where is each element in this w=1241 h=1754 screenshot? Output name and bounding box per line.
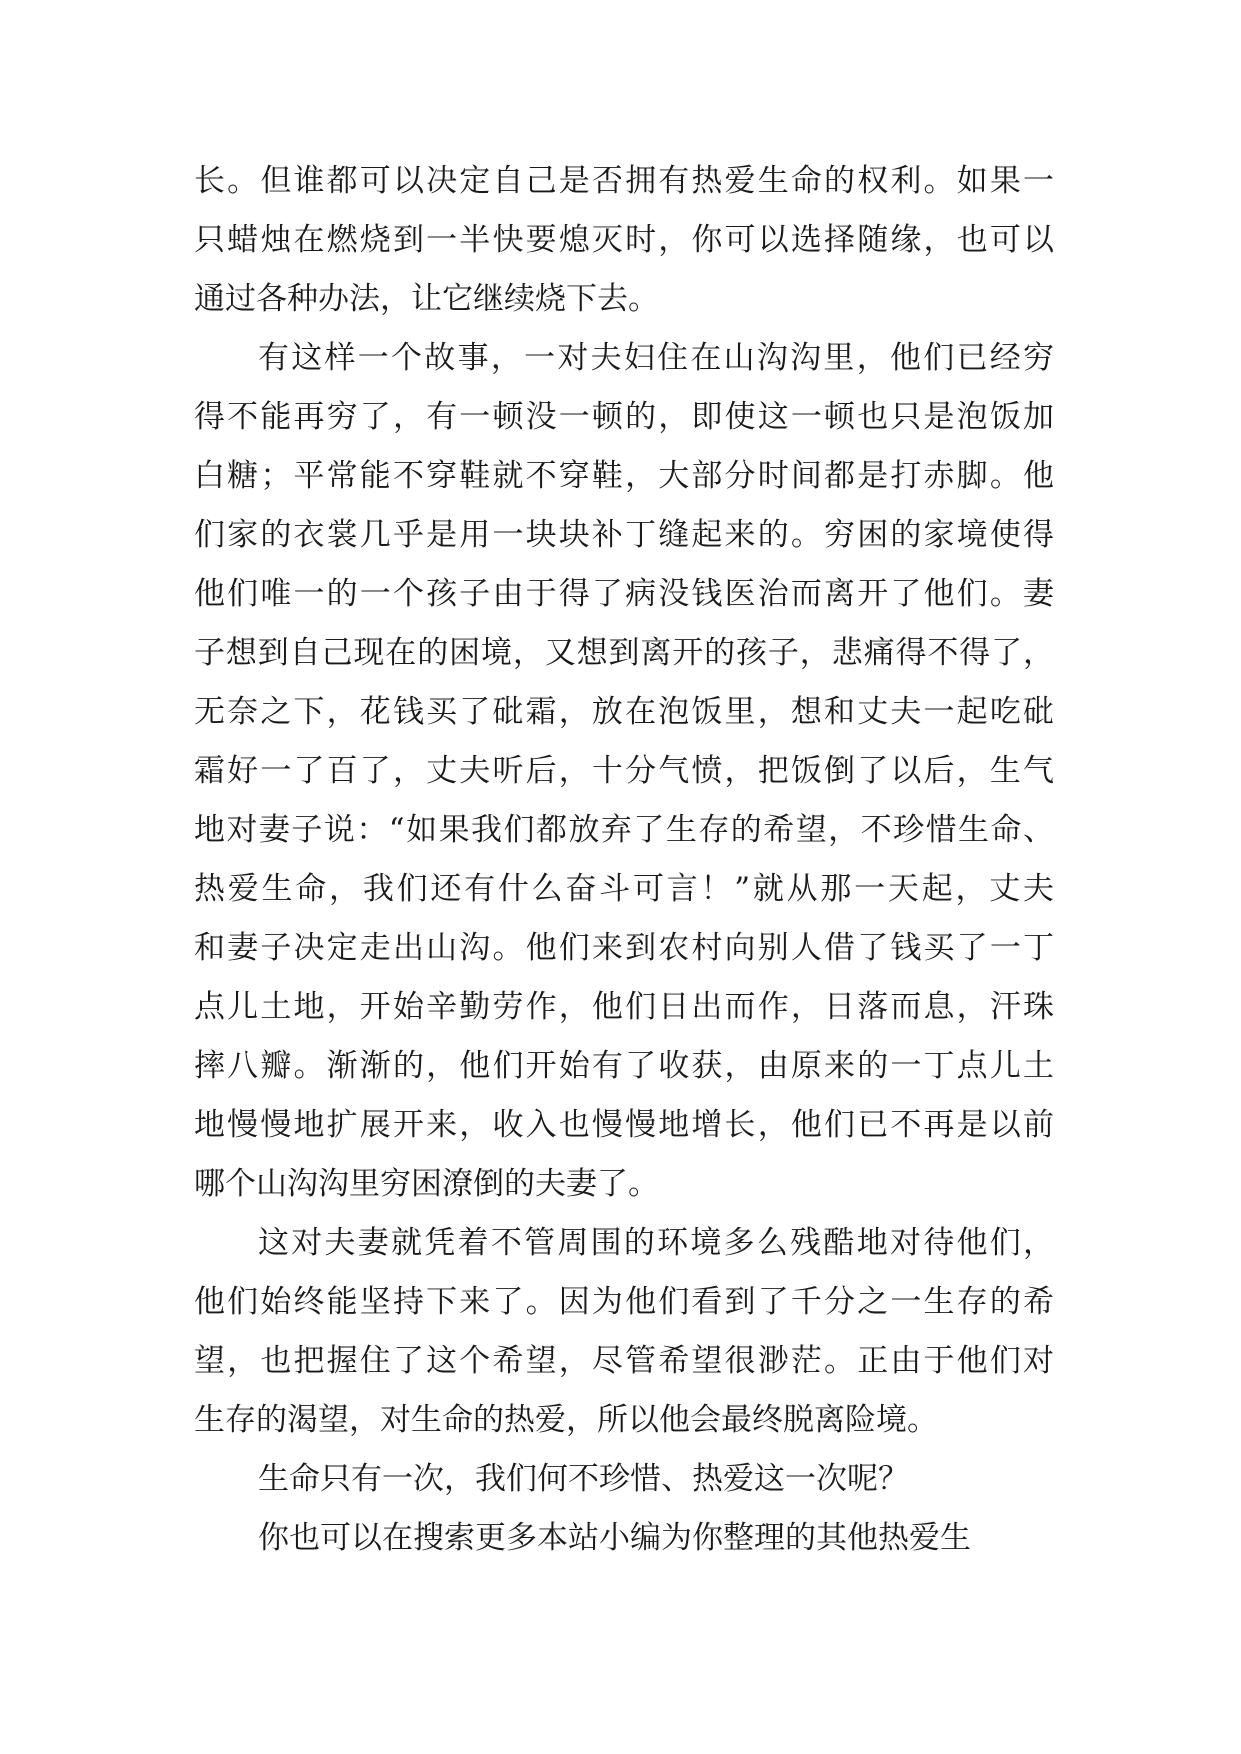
paragraph — [194, 1450, 1054, 1509]
paragraph — [194, 1509, 1054, 1568]
text-line: 生命只有一次，我们何不珍惜、热爱这一次呢？ — [258, 1461, 909, 1497]
text-line: 你也可以在搜索更多本站小编为你整理的其他热爱生 — [258, 1520, 971, 1556]
text-line: 霜好一了百了，丈夫听后，十分气愤，把饭倒了以后，生气 — [194, 753, 1054, 789]
text-line: 他们始终能坚持下来了。因为他们看到了千分之一生存的希 — [194, 1284, 1054, 1320]
text-line: 这对夫妻就凭着不管周围的环境多么残酷地对待他们， — [258, 1225, 1054, 1261]
text-line: 热爱生命，我们还有什么奋斗可言！”就从那一天起，丈夫 — [194, 871, 1054, 907]
text-line: 地慢慢地扩展开来，收入也慢慢地增长，他们已不再是以前 — [194, 1107, 1054, 1143]
paragraph — [194, 152, 1054, 329]
text-line: 只蜡烛在燃烧到一半快要熄灭时，你可以选择随缘，也可以 — [194, 222, 1054, 258]
text-line: 和妻子决定走出山沟。他们来到农村向别人借了钱买了一丁 — [194, 930, 1054, 966]
document-body — [194, 152, 1054, 1568]
text-line: 他们唯一的一个孩子由于得了病没钱医治而离开了他们。妻 — [194, 576, 1054, 612]
text-line: 地对妻子说：“如果我们都放弃了生存的希望，不珍惜生命、 — [194, 812, 1054, 848]
paragraph — [194, 329, 1054, 1214]
text-line: 摔八瓣。渐渐的，他们开始有了收获，由原来的一丁点儿土 — [194, 1048, 1054, 1084]
text-line: 无奈之下，花钱买了砒霜，放在泡饭里，想和丈夫一起吃砒 — [194, 694, 1054, 730]
text-line: 望，也把握住了这个希望，尽管希望很渺茫。正由于他们对 — [194, 1343, 1054, 1379]
text-line: 有这样一个故事，一对夫妇住在山沟沟里，他们已经穷 — [258, 340, 1054, 376]
paragraph — [194, 1214, 1054, 1450]
text-line: 通过各种办法，让它继续烧下去。 — [194, 281, 659, 317]
text-line: 子想到自己现在的困境，又想到离开的孩子，悲痛得不得了， — [194, 635, 1054, 671]
text-line: 白糖；平常能不穿鞋就不穿鞋，大部分时间都是打赤脚。他 — [194, 458, 1054, 494]
text-line: 得不能再穷了，有一顿没一顿的，即使这一顿也只是泡饭加 — [194, 399, 1054, 435]
text-line: 们家的衣裳几乎是用一块块补丁缝起来的。穷困的家境使得 — [194, 517, 1054, 553]
text-line: 生存的渴望，对生命的热爱，所以他会最终脱离险境。 — [194, 1402, 938, 1438]
text-line: 哪个山沟沟里穷困潦倒的夫妻了。 — [194, 1166, 659, 1202]
text-line: 长。但谁都可以决定自己是否拥有热爱生命的权利。如果一 — [194, 163, 1054, 199]
text-line: 点儿土地，开始辛勤劳作，他们日出而作，日落而息，汗珠 — [194, 989, 1054, 1025]
